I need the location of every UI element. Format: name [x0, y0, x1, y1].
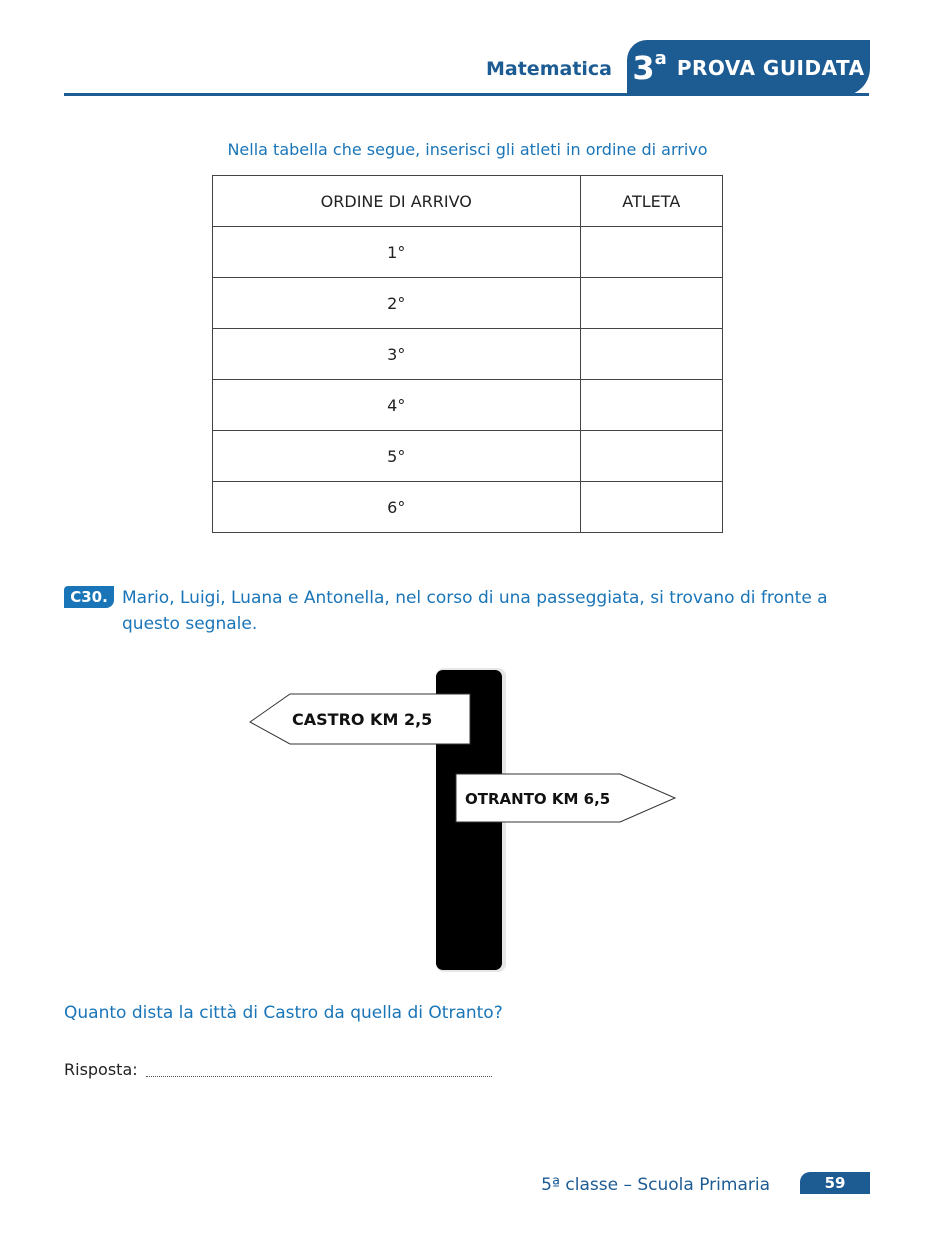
table-row — [213, 380, 723, 431]
answer-line[interactable] — [146, 1076, 492, 1077]
question-badge: C30. — [64, 586, 114, 608]
table-header-row — [213, 176, 723, 227]
question-text: Mario, Luigi, Luana e Antonella, nel corso di una passeggiata, si trovano di fronte a questo segnale. — [122, 588, 828, 634]
order-cell: 3° — [213, 329, 581, 380]
answer-label: Risposta: — [64, 1060, 138, 1079]
athlete-cell[interactable] — [580, 482, 722, 533]
distance-question: Quanto dista la città di Castro da quella di Otranto? — [64, 1003, 503, 1023]
table-row — [213, 431, 723, 482]
sign-right-label: OTRANTO KM 6,5 — [465, 790, 611, 808]
sign-left-label: CASTRO KM 2,5 — [292, 710, 433, 729]
athlete-cell[interactable] — [580, 431, 722, 482]
table-row — [213, 227, 723, 278]
tab-sup: a — [654, 47, 667, 69]
tab-label: PROVA GUIDATA — [676, 56, 865, 80]
order-cell: 4° — [213, 380, 581, 431]
column-header: ATLETA — [580, 176, 722, 227]
table-instruction: Nella tabella che segue, inserisci gli atleti in ordine di arrivo — [227, 140, 708, 159]
athlete-cell[interactable] — [580, 380, 722, 431]
arrival-table — [212, 175, 723, 533]
athlete-cell[interactable] — [580, 278, 722, 329]
subject-title: Matematica — [486, 58, 612, 80]
table-row — [213, 482, 723, 533]
column-header: ORDINE DI ARRIVO — [213, 176, 581, 227]
tab-number: 3 — [632, 49, 655, 87]
order-cell: 2° — [213, 278, 581, 329]
header-divider — [64, 93, 869, 96]
road-sign — [240, 664, 690, 980]
order-cell: 5° — [213, 431, 581, 482]
athlete-cell[interactable] — [580, 227, 722, 278]
page-number: 59 — [800, 1172, 870, 1194]
table-row — [213, 329, 723, 380]
order-cell: 6° — [213, 482, 581, 533]
athlete-cell[interactable] — [580, 329, 722, 380]
footer-class: 5ª classe – Scuola Primaria — [541, 1175, 770, 1195]
test-tab — [627, 40, 870, 96]
table-row — [213, 278, 723, 329]
order-cell: 1° — [213, 227, 581, 278]
